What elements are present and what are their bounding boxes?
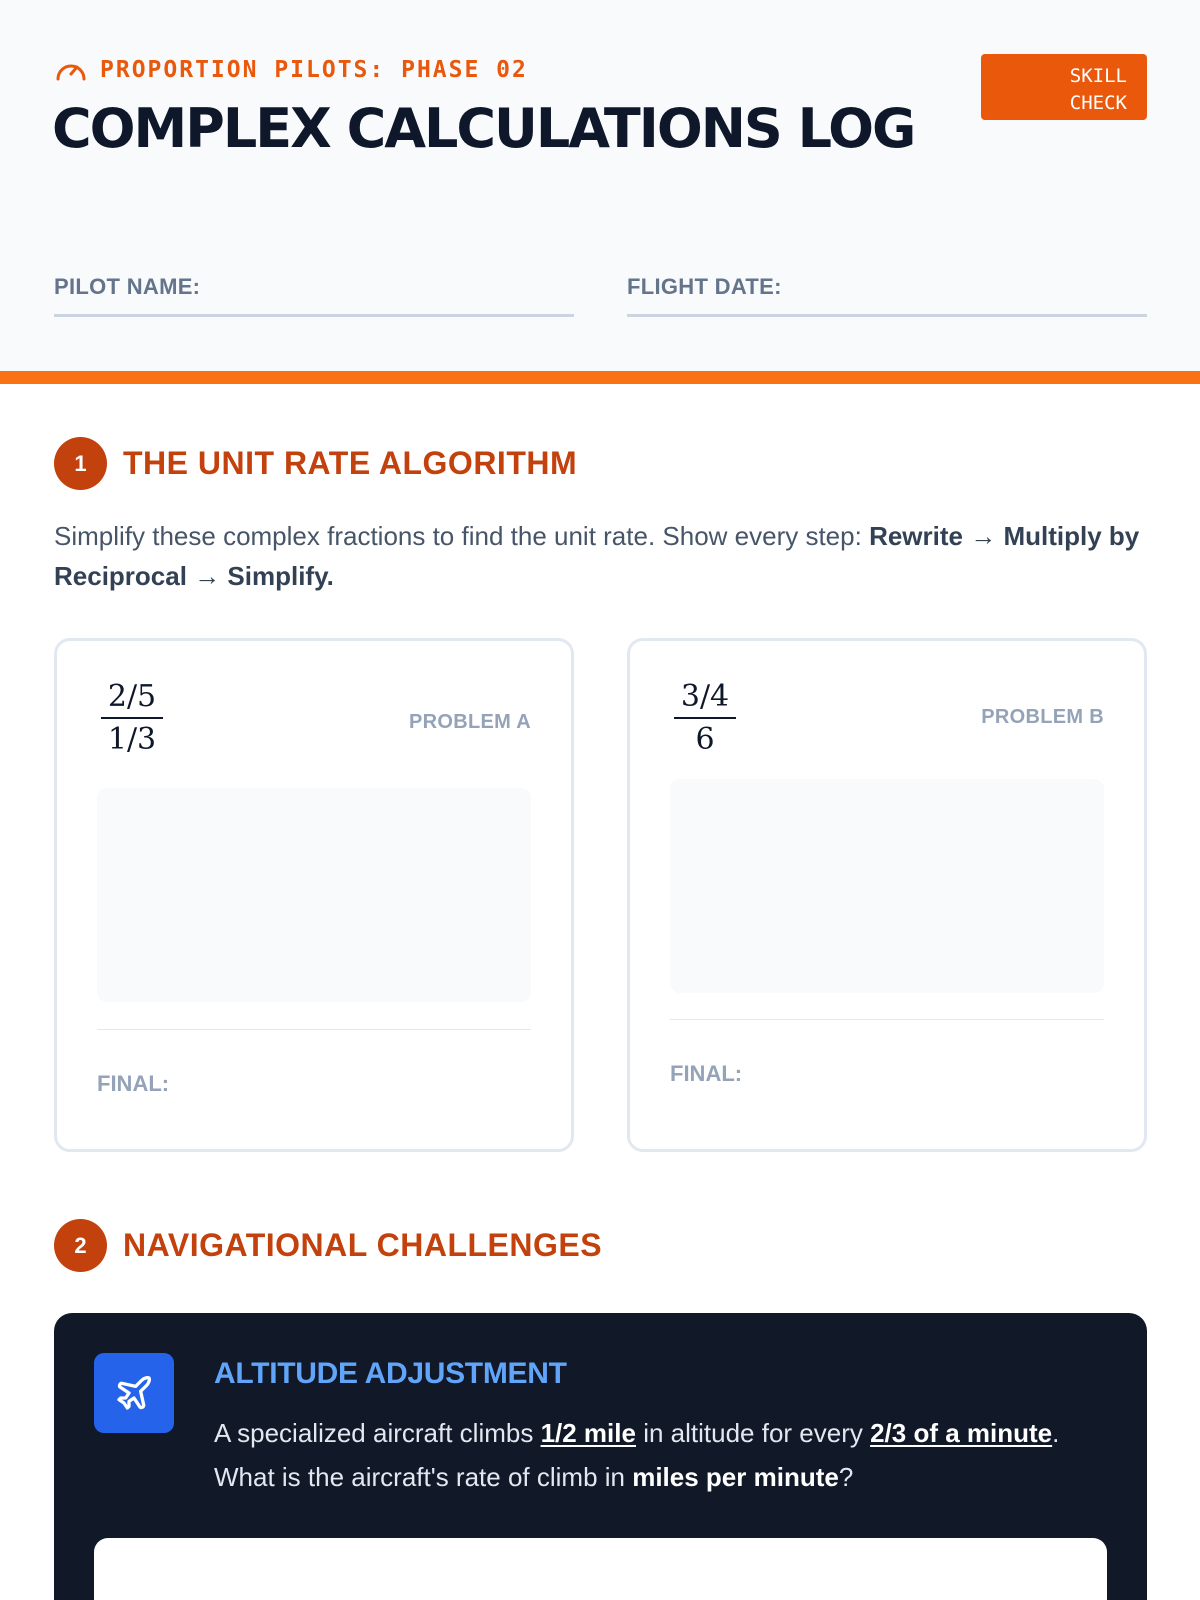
challenge-highlight-time: 2/3 of a minute: [870, 1418, 1053, 1448]
challenge-text-3: . What is the aircraft's rate of climb in: [214, 1418, 1060, 1492]
speedometer-icon: [54, 57, 88, 83]
challenge-text-1: A specialized aircraft climbs: [214, 1418, 541, 1448]
phase-row: [54, 56, 528, 84]
problem-b-final-label: FINAL:: [670, 1061, 743, 1086]
problem-a-divider: [97, 1029, 531, 1030]
step-multiply-reciprocal: Multiply by Reciprocal: [54, 521, 1140, 591]
problem-b-fraction: [674, 679, 736, 759]
step-arrow-1: →: [962, 521, 1004, 551]
problem-a-label: PROBLEM A: [409, 711, 531, 733]
problem-b-numerator: 3/4: [680, 679, 730, 714]
skill-check-button[interactable]: SKILL CHECK: [981, 54, 1147, 120]
section-1-instructions: [54, 516, 1154, 596]
challenge-text: [214, 1411, 1114, 1499]
header-accent-bar: [0, 371, 1200, 384]
problem-b-divider: [670, 1019, 1104, 1020]
problem-b-label: PROBLEM B: [981, 706, 1104, 728]
step-simplify: Simplify.: [227, 561, 334, 591]
page-title: COMPLEX CALCULATIONS LOG: [52, 97, 915, 160]
phase-label: PROPORTION PILOTS: PHASE 02: [100, 57, 528, 83]
problem-b-card: [627, 638, 1147, 1152]
problem-a-denominator: 1/3: [101, 717, 163, 759]
challenge-answer-area[interactable]: [94, 1538, 1107, 1600]
flight-date-label: FLIGHT DATE:: [627, 274, 782, 299]
step-rewrite: Rewrite: [869, 521, 963, 551]
challenge-text-4: ?: [838, 1462, 854, 1492]
section-1-heading: [54, 437, 577, 490]
section-2-number: 2: [54, 1219, 107, 1272]
challenge-highlight-distance: 1/2 mile: [540, 1418, 636, 1448]
instructions-intro: Simplify these complex fractions to find the unit rate. Show every step:: [54, 521, 870, 551]
section-1-number: 1: [54, 437, 107, 490]
step-arrow-2: →: [186, 561, 228, 591]
section-1-title: THE UNIT RATE ALGORITHM: [123, 445, 578, 481]
problem-a-work-area[interactable]: [97, 788, 531, 1002]
worksheet-header: [0, 0, 1200, 371]
problem-a-numerator: 2/5: [107, 679, 157, 714]
section-2-heading: [54, 1219, 602, 1272]
problem-b-work-area[interactable]: [670, 779, 1104, 993]
section-2-title: NAVIGATIONAL CHALLENGES: [123, 1227, 603, 1263]
pilot-name-field[interactable]: [54, 274, 574, 317]
challenge-unit: miles per minute: [632, 1462, 839, 1492]
altitude-challenge-card: [54, 1313, 1147, 1600]
challenge-title: ALTITUDE ADJUSTMENT: [214, 1357, 567, 1390]
problem-a-fraction: [101, 679, 163, 759]
flight-date-field[interactable]: [627, 274, 1147, 317]
challenge-text-2: in altitude for every: [635, 1418, 871, 1448]
problem-a-card: [54, 638, 574, 1152]
problem-a-final-label: FINAL:: [97, 1071, 170, 1096]
problem-b-denominator: 6: [674, 717, 736, 759]
pilot-name-label: PILOT NAME:: [54, 274, 201, 299]
airplane-icon: [94, 1353, 174, 1433]
